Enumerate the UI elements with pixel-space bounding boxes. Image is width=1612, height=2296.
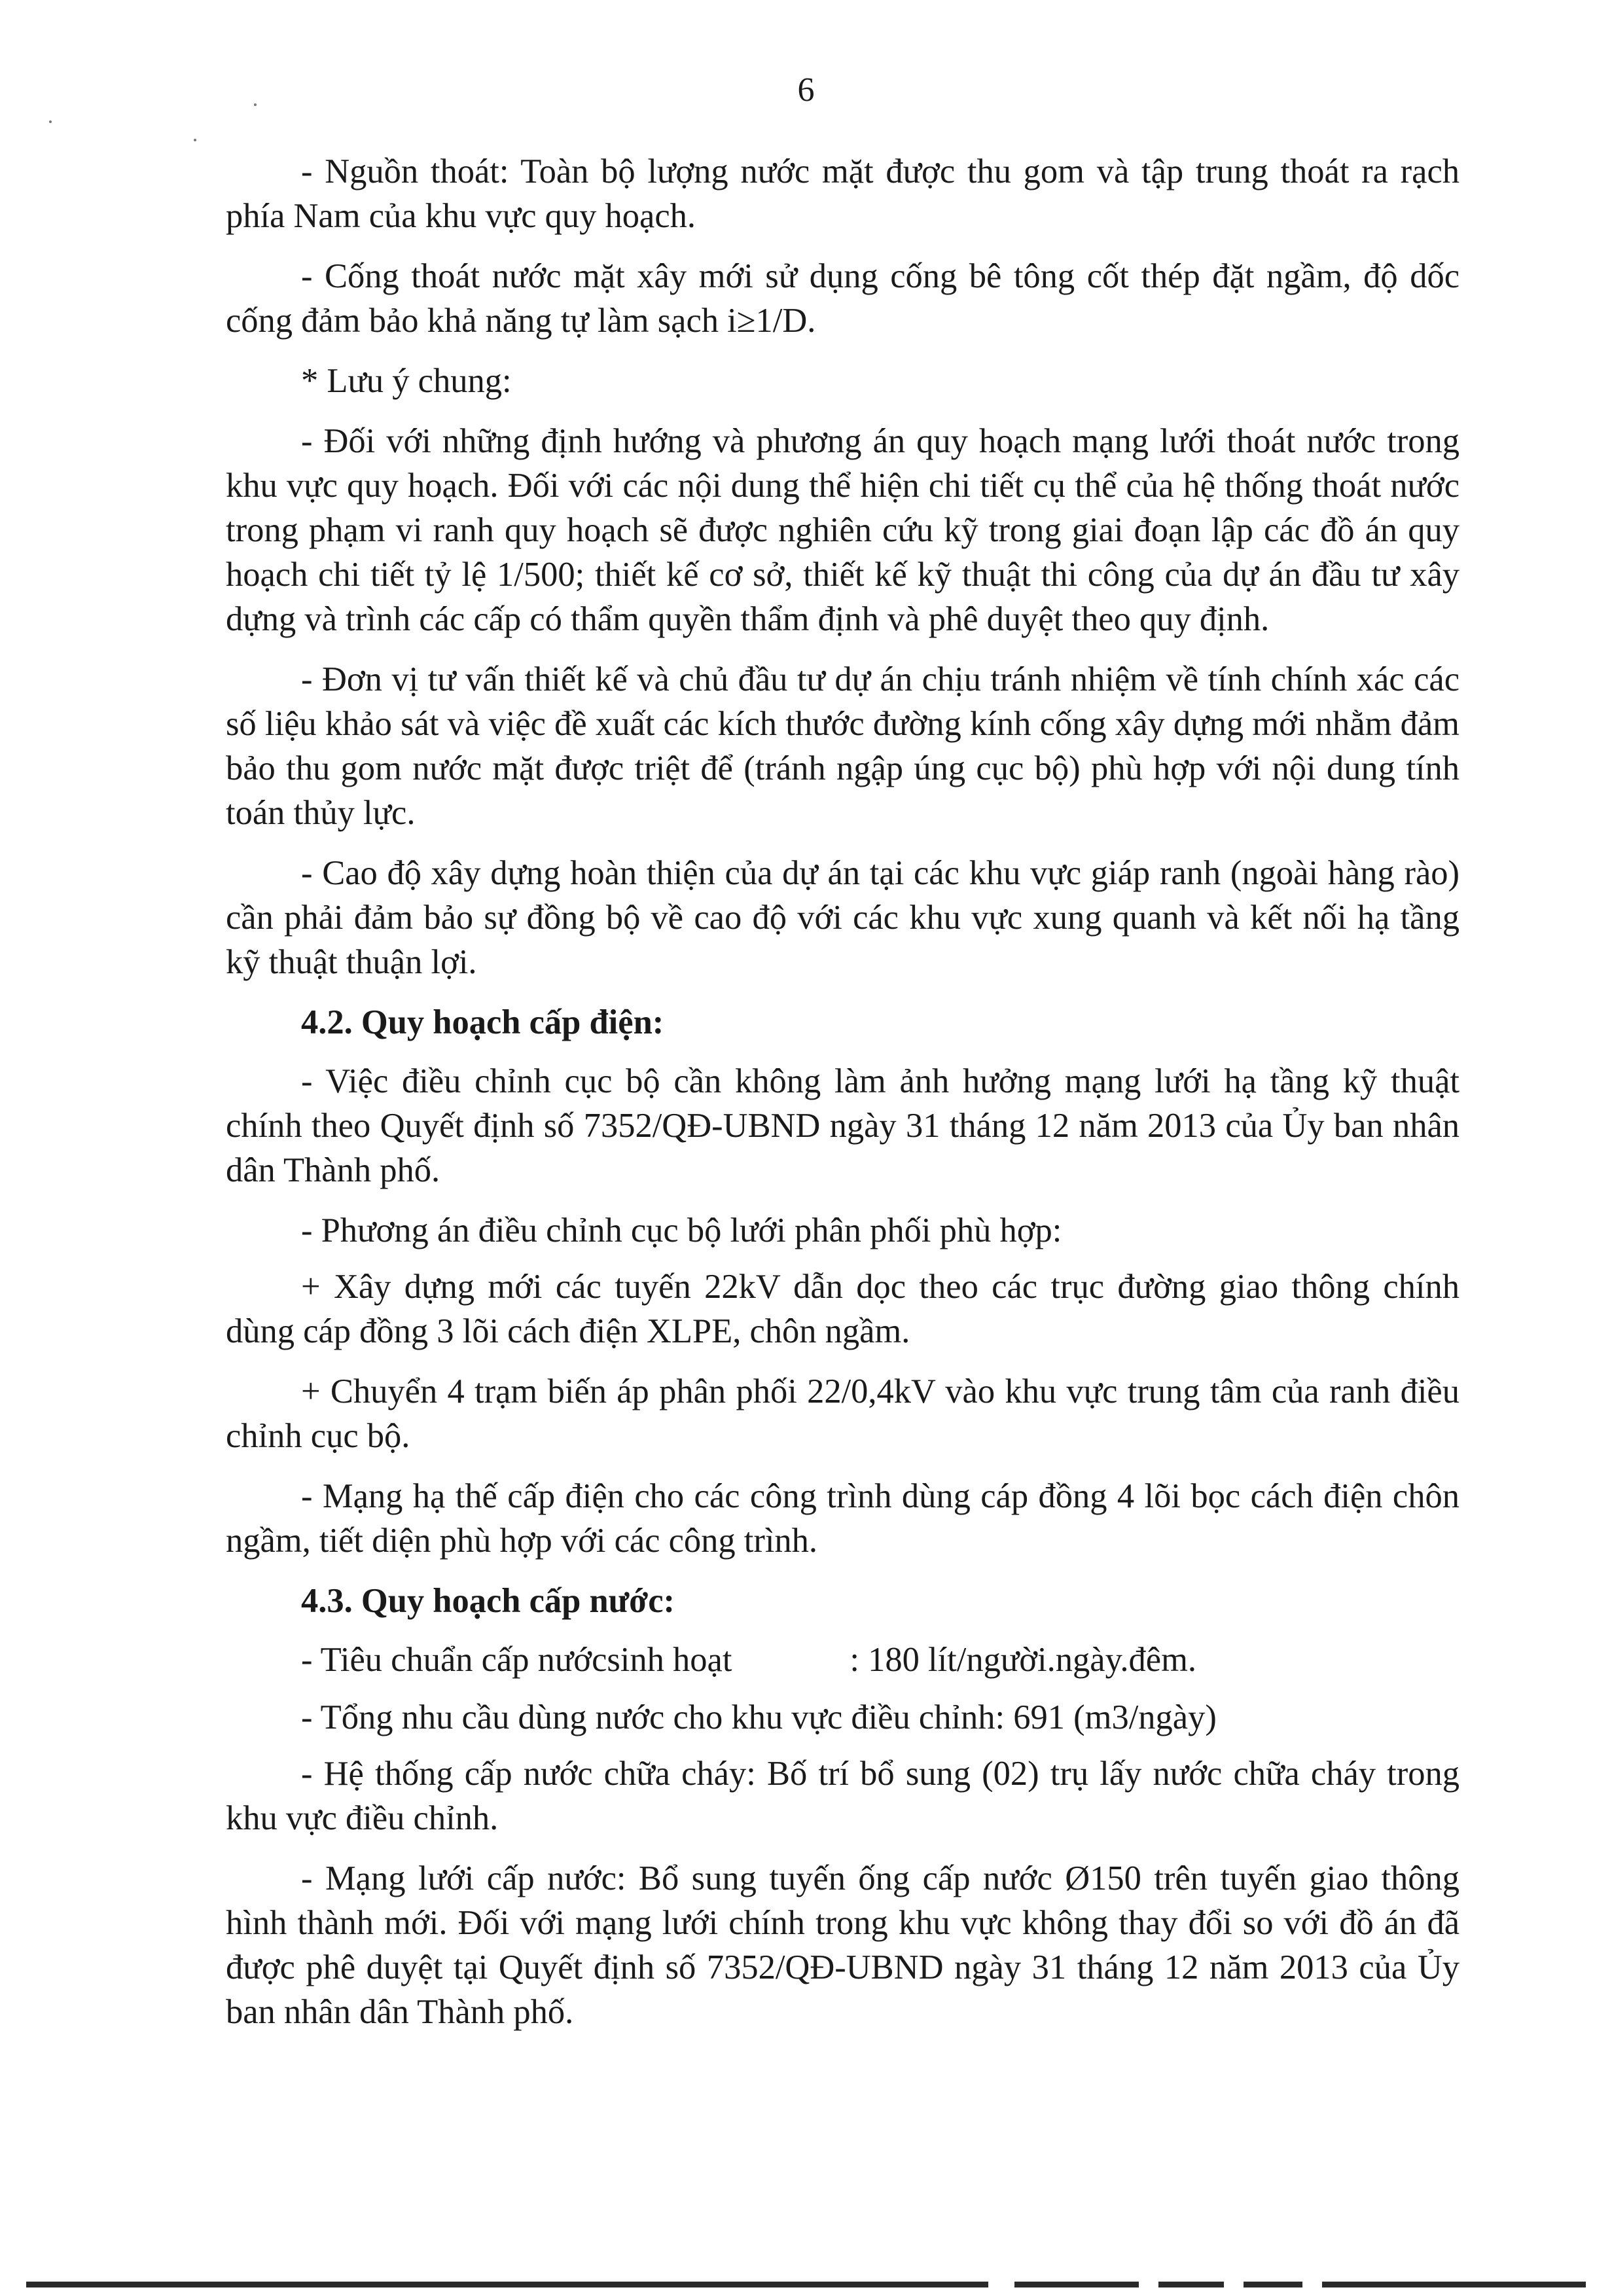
section-heading-power-supply: 4.2. Quy hoạch cấp điện: [301, 1003, 664, 1041]
paragraph-water-fire-hydrants: - Hệ thống cấp nước chữa cháy: Bố trí bổ sung (02) trụ lấy nước chữa cháy trong khu vực điều chỉnh. [226, 1755, 1460, 1837]
scan-speck [49, 120, 52, 123]
scan-speck [194, 139, 196, 141]
bottom-border-line [26, 2282, 1586, 2287]
section-heading-water-supply: 4.3. Quy hoạch cấp nước: [301, 1582, 675, 1620]
water-supply-standard-label: - Tiêu chuẩn cấp nướcsinh hoạt [301, 1641, 732, 1679]
paragraph-power-low-voltage: - Mạng hạ thế cấp điện cho các công trình dùng cáp đồng 4 lõi bọc cách điện chôn ngầm, tiết diện phù hợp với các công trình. [226, 1477, 1460, 1560]
paragraph-general-note-responsibility: - Đơn vị tư vấn thiết kế và chủ đầu tư dự án chịu tránh nhiệm về tính chính xác các số liệu khảo sát và việc đề xuất các kích thước đường kính cống xây dựng mới nhằm đảm bảo thu gom nước mặt được triệt để (tránh ngập úng cục bộ) phù hợp với nội dung tính toán thủy lực. [226, 660, 1460, 832]
page-number: 6 [797, 71, 815, 109]
paragraph-power-local-adjustment: - Việc điều chỉnh cục bộ cần không làm ảnh hưởng mạng lưới hạ tầng kỹ thuật chính theo Quyết định số 7352/QĐ-UBND ngày 31 tháng 12 năm 2013 của Ủy ban nhân dân Thành phố. [226, 1062, 1460, 1189]
paragraph-power-22kv-lines: + Xây dựng mới các tuyến 22kV dẫn dọc theo các trục đường giao thông chính dùng cáp đồng 3 lõi cách điện XLPE, chôn ngầm. [226, 1268, 1460, 1350]
water-supply-standard-value: : 180 lít/người.ngày.đêm. [850, 1641, 1197, 1679]
paragraph-drainage-outlet: - Nguồn thoát: Toàn bộ lượng nước mặt được thu gom và tập trung thoát ra rạch phía Nam của khu vực quy hoạch. [226, 152, 1460, 235]
paragraph-general-note-elevation: - Cao độ xây dựng hoàn thiện của dự án tại các khu vực giáp ranh (ngoài hàng rào) cần phải đảm bảo sự đồng bộ về cao độ với các khu vực xung quanh và kết nối hạ tầng kỹ thuật thuận lợi. [226, 854, 1460, 981]
paragraph-drainage-culvert: - Cống thoát nước mặt xây mới sử dụng cống bê tông cốt thép đặt ngầm, độ dốc cống đảm bảo khả năng tự làm sạch i≥1/D. [226, 257, 1460, 340]
water-supply-standard-row [226, 1638, 1460, 1682]
document-body [226, 149, 1460, 2050]
paragraph-power-substations: + Chuyển 4 trạm biến áp phân phối 22/0,4kV vào khu vực trung tâm của ranh điều chỉnh cục bộ. [226, 1372, 1460, 1455]
paragraph-general-note-plan: - Đối với những định hướng và phương án quy hoạch mạng lưới thoát nước trong khu vực quy hoạch. Đối với các nội dung thể hiện chi tiết cụ thể của hệ thống thoát nước trong phạm vi ranh quy hoạch sẽ được nghiên cứu kỹ trong giai đoạn lập các đồ án quy hoạch chi tiết tỷ lệ 1/500; thiết kế cơ sở, thiết kế kỹ thuật thi công của dự án đầu tư xây dựng và trình các cấp có thẩm quyền thẩm định và phê duyệt theo quy định. [226, 422, 1460, 638]
paragraph-power-distribution-plan: - Phương án điều chỉnh cục bộ lưới phân phối phù hợp: [301, 1211, 1062, 1249]
paragraph-water-network: - Mạng lưới cấp nước: Bổ sung tuyến ống cấp nước Ø150 trên tuyến giao thông hình thành mới. Đối với mạng lưới chính trong khu vực không thay đổi so với đồ án đã được phê duyệt tại Quyết định số 7352/QĐ-UBND ngày 31 tháng 12 năm 2013 của Ủy ban nhân dân Thành phố. [226, 1859, 1460, 2031]
paragraph-general-note-label: * Lưu ý chung: [301, 362, 512, 400]
paragraph-water-total-demand: - Tổng nhu cầu dùng nước cho khu vực điều chỉnh: 691 (m3/ngày) [301, 1698, 1217, 1736]
